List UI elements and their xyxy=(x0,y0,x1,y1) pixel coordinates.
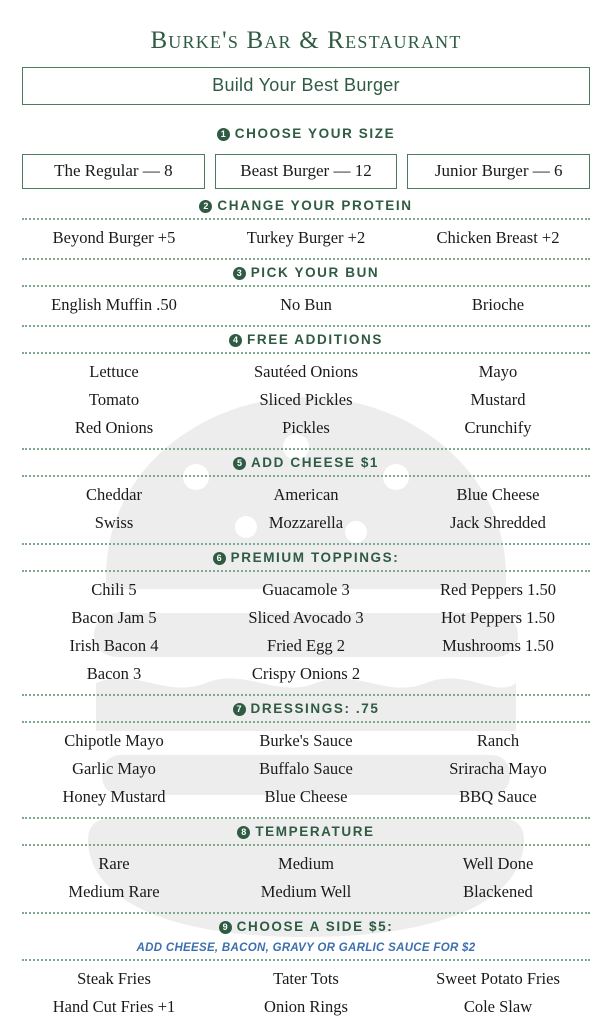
side-options xyxy=(18,961,594,1027)
list-column xyxy=(402,850,594,906)
list-item[interactable]: Bacon 3 xyxy=(86,664,142,683)
free-additions-options xyxy=(18,354,594,448)
list-item[interactable]: Well Done xyxy=(462,854,534,873)
section-label-6: PREMIUM TOPPINGS: xyxy=(230,550,400,565)
list-item[interactable]: Rare xyxy=(98,854,130,873)
list-column xyxy=(210,358,402,442)
step-number-5: 5 xyxy=(233,457,246,470)
step-number-1: 1 xyxy=(217,128,230,141)
list-item[interactable]: Tater Tots xyxy=(273,969,339,988)
list-item[interactable]: Red Onions xyxy=(74,418,154,437)
list-item[interactable]: Brioche xyxy=(471,295,525,314)
list-item[interactable]: Blue Cheese xyxy=(264,787,348,806)
step-number-8: 8 xyxy=(237,826,250,839)
list-item[interactable]: Guacamole 3 xyxy=(262,580,350,599)
list-item[interactable]: Blue Cheese xyxy=(456,485,540,504)
list-item[interactable]: Mustard xyxy=(470,390,526,409)
menu-title-box xyxy=(22,67,590,105)
size-option-regular[interactable]: The Regular — 8 xyxy=(22,154,205,189)
list-column xyxy=(18,358,210,442)
list-column xyxy=(18,850,210,906)
list-item[interactable]: Steak Fries xyxy=(77,969,151,988)
list-item[interactable]: Lettuce xyxy=(89,362,139,381)
section-heading-add-cheese xyxy=(18,450,594,475)
step-number-2: 2 xyxy=(199,200,212,213)
list-column xyxy=(18,576,210,688)
step-number-9: 9 xyxy=(219,921,232,934)
list-item[interactable]: Tomato xyxy=(88,390,140,409)
list-item[interactable]: Pickles xyxy=(282,418,330,437)
restaurant-name: Burke's Bar & Restaurant xyxy=(150,27,462,54)
protein-options xyxy=(18,220,594,258)
list-item[interactable]: Crispy Onions 2 xyxy=(251,664,361,683)
list-column xyxy=(18,727,210,811)
list-column xyxy=(210,850,402,906)
section-label-4: FREE ADDITIONS xyxy=(247,332,383,347)
bun-options xyxy=(18,287,594,325)
list-column xyxy=(18,965,210,1021)
list-item[interactable]: Chipotle Mayo xyxy=(64,731,164,750)
list-item[interactable]: Medium xyxy=(278,854,334,873)
list-item[interactable]: Swiss xyxy=(94,513,134,532)
list-item[interactable]: Red Peppers 1.50 xyxy=(440,580,556,599)
section-label-7: DRESSINGS: .75 xyxy=(250,701,380,716)
menu-page xyxy=(0,27,612,1027)
section-label-3: PICK YOUR BUN xyxy=(250,265,380,280)
section-heading-dressings xyxy=(18,696,594,721)
step-number-4: 4 xyxy=(229,334,242,347)
section-heading-change-your-protein xyxy=(18,193,594,218)
list-item[interactable]: English Muffin .50 xyxy=(51,295,177,314)
section-label-8: TEMPERATURE xyxy=(255,824,375,839)
list-column xyxy=(210,576,402,688)
list-item[interactable]: Buffalo Sauce xyxy=(259,759,353,778)
list-item[interactable]: Ranch xyxy=(476,731,520,750)
step-number-7: 7 xyxy=(233,703,246,716)
list-item[interactable]: Cole Slaw xyxy=(463,997,533,1016)
list-item[interactable]: Turkey Burger +2 xyxy=(246,228,366,247)
list-column xyxy=(210,965,402,1021)
list-item[interactable]: Burke's Sauce xyxy=(259,731,353,750)
list-item[interactable]: Sliced Pickles xyxy=(259,390,353,409)
section-label-5: ADD CHEESE $1 xyxy=(250,455,380,470)
list-item[interactable]: Onion Rings xyxy=(264,997,348,1016)
list-item[interactable]: Cheddar xyxy=(86,485,142,504)
list-column xyxy=(210,481,402,537)
list-column xyxy=(402,727,594,811)
dressings-options xyxy=(18,723,594,817)
section-heading-free-additions xyxy=(18,327,594,352)
size-option-junior[interactable]: Junior Burger — 6 xyxy=(407,154,590,189)
size-options xyxy=(22,154,590,189)
list-item[interactable]: Mushrooms 1.50 xyxy=(442,636,554,655)
list-item[interactable]: Sliced Avocado 3 xyxy=(248,608,364,627)
list-item[interactable]: Chili 5 xyxy=(91,580,137,599)
step-number-3: 3 xyxy=(233,267,246,280)
list-item[interactable]: Hand Cut Fries +1 xyxy=(52,997,176,1016)
list-item[interactable]: Irish Bacon 4 xyxy=(69,636,159,655)
section-label-9: CHOOSE A SIDE $5: xyxy=(236,919,394,934)
list-column xyxy=(402,576,594,688)
list-item[interactable]: Medium Rare xyxy=(68,882,160,901)
list-item[interactable]: Sweet Potato Fries xyxy=(436,969,560,988)
list-item[interactable]: Crunchify xyxy=(464,418,532,437)
list-item[interactable]: Garlic Mayo xyxy=(72,759,156,778)
list-column xyxy=(402,481,594,537)
list-item[interactable]: Mozzarella xyxy=(268,513,344,532)
section-label-2: CHANGE YOUR PROTEIN xyxy=(217,198,413,213)
list-column xyxy=(18,481,210,537)
section-heading-choose-your-size xyxy=(18,121,594,146)
list-item[interactable]: Sriracha Mayo xyxy=(449,759,547,778)
temperature-options xyxy=(18,846,594,912)
list-item[interactable]: Medium Well xyxy=(260,882,352,901)
list-item[interactable]: No Bun xyxy=(280,295,332,314)
list-item[interactable]: Bacon Jam 5 xyxy=(71,608,157,627)
section-heading-pick-your-bun xyxy=(18,260,594,285)
step-number-6: 6 xyxy=(213,552,226,565)
list-column xyxy=(402,965,594,1021)
section-label-1: CHOOSE YOUR SIZE xyxy=(234,126,396,141)
list-item[interactable]: BBQ Sauce xyxy=(459,787,537,806)
list-column xyxy=(210,727,402,811)
section-heading-premium-toppings xyxy=(18,545,594,570)
list-item[interactable]: Jack Shredded xyxy=(450,513,546,532)
section-heading-temperature xyxy=(18,819,594,844)
list-item[interactable]: Hot Peppers 1.50 xyxy=(440,608,556,627)
list-item[interactable]: Fried Egg 2 xyxy=(267,636,345,655)
cheese-options xyxy=(18,477,594,543)
list-item[interactable]: Beyond Burger +5 xyxy=(52,228,176,247)
premium-toppings-options xyxy=(18,572,594,694)
list-column xyxy=(402,358,594,442)
list-item[interactable]: American xyxy=(273,485,339,504)
list-item[interactable]: Mayo xyxy=(478,362,518,381)
page-title: Build Your Best Burger xyxy=(212,75,400,95)
list-item[interactable]: Honey Mustard xyxy=(62,787,166,806)
section-heading-choose-a-side xyxy=(18,914,594,939)
list-item[interactable]: Blackened xyxy=(463,882,533,901)
list-item[interactable]: Sautéed Onions xyxy=(253,362,359,381)
list-item[interactable]: Chicken Breast +2 xyxy=(436,228,560,247)
side-addon-note: ADD CHEESE, BACON, GRAVY OR GARLIC SAUCE FOR $2 xyxy=(136,942,476,954)
size-option-beast[interactable]: Beast Burger — 12 xyxy=(215,154,398,189)
